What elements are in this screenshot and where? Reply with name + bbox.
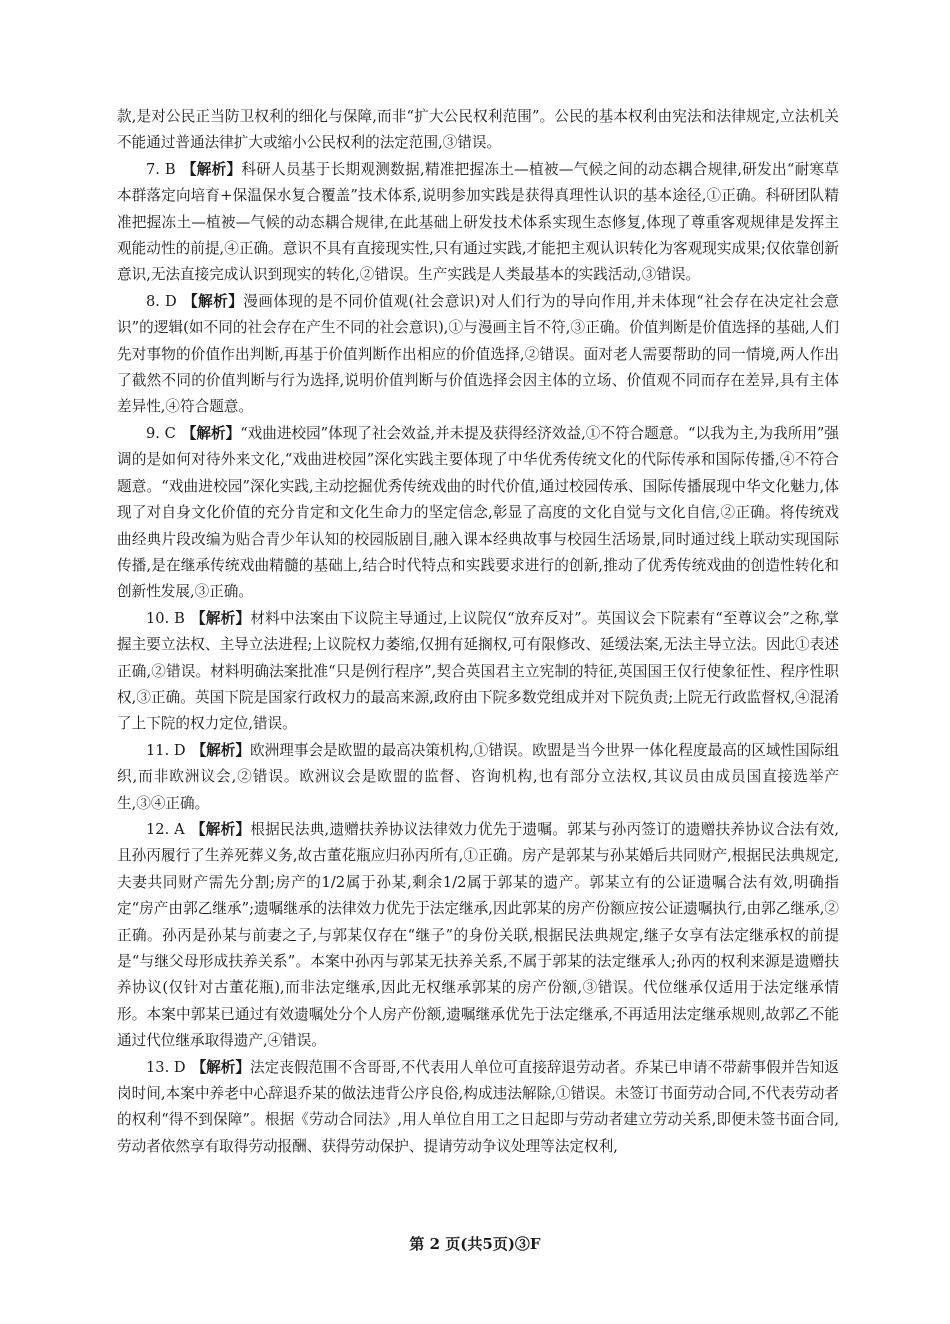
paragraph-text: 材料中法案由下议院主导通过,上议院仅“放弃反对”。英国议会下院素有“至尊议会”之称,掌握主要立法权、主导立法进程;上议院权力萎缩,仅拥有延搁权,可有限修改、延缓法案,无法主导立法。因此①表述正确,②错误。材料明确法案批准“只是例行程序”,契合英国君主立宪制的特征,英国国王仅行使象征性、程序性职权,③正确。英国下院是国家行政权力的最高来源,政府由下院多数党组成并对下院负责;上院无行政监督权,④混淆了上下院的权力定位,错误。: [117, 609, 839, 733]
analysis-tag: 【解析】: [182, 292, 244, 310]
analysis-tag: 【解析】: [190, 820, 251, 838]
page-footer: 第 2 页(共5页)③F: [409, 1235, 541, 1253]
paragraph-text: 欧洲理事会是欧盟的最高决策机构,①错误。欧盟是当今世界一体化程度最高的区域性国际组织,而非欧洲议会,②错误。欧洲议会是欧盟的监督、咨询机构,也有部分立法权,其议员由成员国直接选举产生,③④正确。: [117, 741, 839, 812]
answer-explanations: [117, 104, 839, 1160]
paragraph-text: 根据民法典,遗赠扶养协议法律效力优先于遗嘱。郭某与孙丙签订的遗赠扶养协议合法有效,且孙丙履行了生养死葬义务,故古董花瓶应归孙丙所有,①正确。房产是郭某与孙某婚后共同财产,根据民法典规定,夫妻共同财产需先分割;房产的1/2属于孙某,剩余1/2属于郭某的遗产。郭某立有的公证遗嘱合法有效,明确指定“房产由郭乙继承”;遗嘱继承的法律效力优先于法定继承,因此郭某的房产份额应按公证遗嘱执行,由郭乙继承,②正确。孙丙是孙某与前妻之子,与郭某仅存在“继子”的身份关联,根据民法典规定,继子女享有法定继承权的前提是“与继父母形成扶养关系”。本案中孙丙与郭某无扶养关系,不属于郭某的法定继承人;孙丙的权利来源是遗赠扶养协议(仅针对古董花瓶),而非法定继承,因此无权继承郭某的房产份额,③错误。代位继承仅适用于法定继承情形。本案中郭某已通过有效遗嘱处分个人房产份额,遗嘱继承优先于法定继承,不再适用法定继承规则,故郭乙不能通过代位继承取得遗产,④错误。: [117, 820, 839, 1050]
paragraph-text: “戏曲进校园”体现了社会效益,并未提及获得经济效益,①不符合题意。“以我为主,为我所用”强调的是如何对待外来文化,“戏曲进校园”深化实践主要体现了中华优秀传统文化的代际传承和国际传播,④不符合题意。“戏曲进校园”深化实践,主动挖掘优秀传统戏曲的时代价值,通过校园传承、国际传播展现中华文化魅力,体现了对自身文化价值的充分肯定和文化生命力的坚定信念,彰显了高度的文化自觉与文化自信,②正确。将传统戏曲经典片段改编为贴合青少年认知的校园版剧目,融入课本经典故事与校园生活场景,同时通过线上联动实现国际传播,是在继承传统戏曲精髓的基础上,结合时代特点和实践要求进行的创新,推动了优秀传统戏曲的创造性转化和创新性发展,③正确。: [117, 424, 839, 601]
analysis-tag: 【解析】: [181, 160, 242, 178]
analysis-tag: 【解析】: [190, 609, 251, 627]
question-11-explanation: [117, 738, 839, 817]
question-number: 7. B: [146, 160, 176, 178]
question-number: 11. D: [146, 741, 186, 759]
paragraph-continued: [117, 104, 839, 157]
paragraph-text: 法定丧假范围不含哥哥,不代表用人单位可直接辞退劳动者。乔某已申请不带薪事假并告知返岗时间,本案中养老中心辞退乔某的做法违背公序良俗,构成违法解除,①错误。未签订书面劳动合同,不代表劳动者的权利“得不到保障”。根据《劳动合同法》,用人单位自用工之日起即与劳动者建立劳动关系,即便未签书面合同,劳动者依然享有取得劳动报酬、获得劳动保护、提请劳动争议处理等法定权利,: [117, 1058, 839, 1155]
paragraph-text: 漫画体现的是不同价值观(社会意识)对人们行为的导向作用,并未体现“社会存在决定社会意识”的逻辑(如不同的社会存在产生不同的社会意识),①与漫画主旨不符,③正确。价值判断是价值选择的基础,人们先对事物的价值作出判断,再基于价值判断作出相应的价值选择,②错误。面对老人需要帮助的同一情境,两人作出了截然不同的价值判断与行为选择,说明价值判断与价值选择会因主体的立场、价值观不同而存在差异,具有主体差异性,④符合题意。: [117, 292, 839, 416]
question-7-explanation: [117, 157, 839, 289]
question-number: 12. A: [146, 820, 185, 838]
question-13-explanation: [117, 1055, 839, 1161]
analysis-tag: 【解析】: [191, 741, 251, 759]
question-number: 9. C: [146, 424, 176, 442]
analysis-tag: 【解析】: [191, 1058, 251, 1076]
analysis-tag: 【解析】: [181, 424, 241, 442]
question-number: 10. B: [146, 609, 185, 627]
question-number: 13. D: [146, 1058, 186, 1076]
question-12-explanation: [117, 817, 839, 1055]
question-9-explanation: [117, 421, 839, 606]
paragraph-text: 款,是对公民正当防卫权利的细化与保障,而非“扩大公民权利范围”。公民的基本权利由宪法和法律规定,立法机关不能通过普通法律扩大或缩小公民权利的法定范围,③错误。: [117, 108, 839, 152]
question-8-explanation: [117, 289, 839, 421]
paragraph-text: 科研人员基于长期观测数据,精准把握冻土—植被—气候之间的动态耦合规律,研发出“耐寒草本群落定向培育+保温保水复合覆盖”技术体系,说明参加实践是获得真理性认识的基本途径,①正确。科研团队精准把握冻土—植被—气候的动态耦合规律,在此基础上研发技术体系实现生态修复,体现了尊重客观规律是发挥主观能动性的前提,④正确。意识不具有直接现实性,只有通过实践,才能把主观认识转化为客观现实成果;仅依靠创新意识,无法直接完成认识到现实的转化,②错误。生产实践是人类最基本的实践活动,③错误。: [117, 160, 839, 284]
question-number: 8. D: [146, 292, 177, 310]
question-10-explanation: [117, 606, 839, 738]
